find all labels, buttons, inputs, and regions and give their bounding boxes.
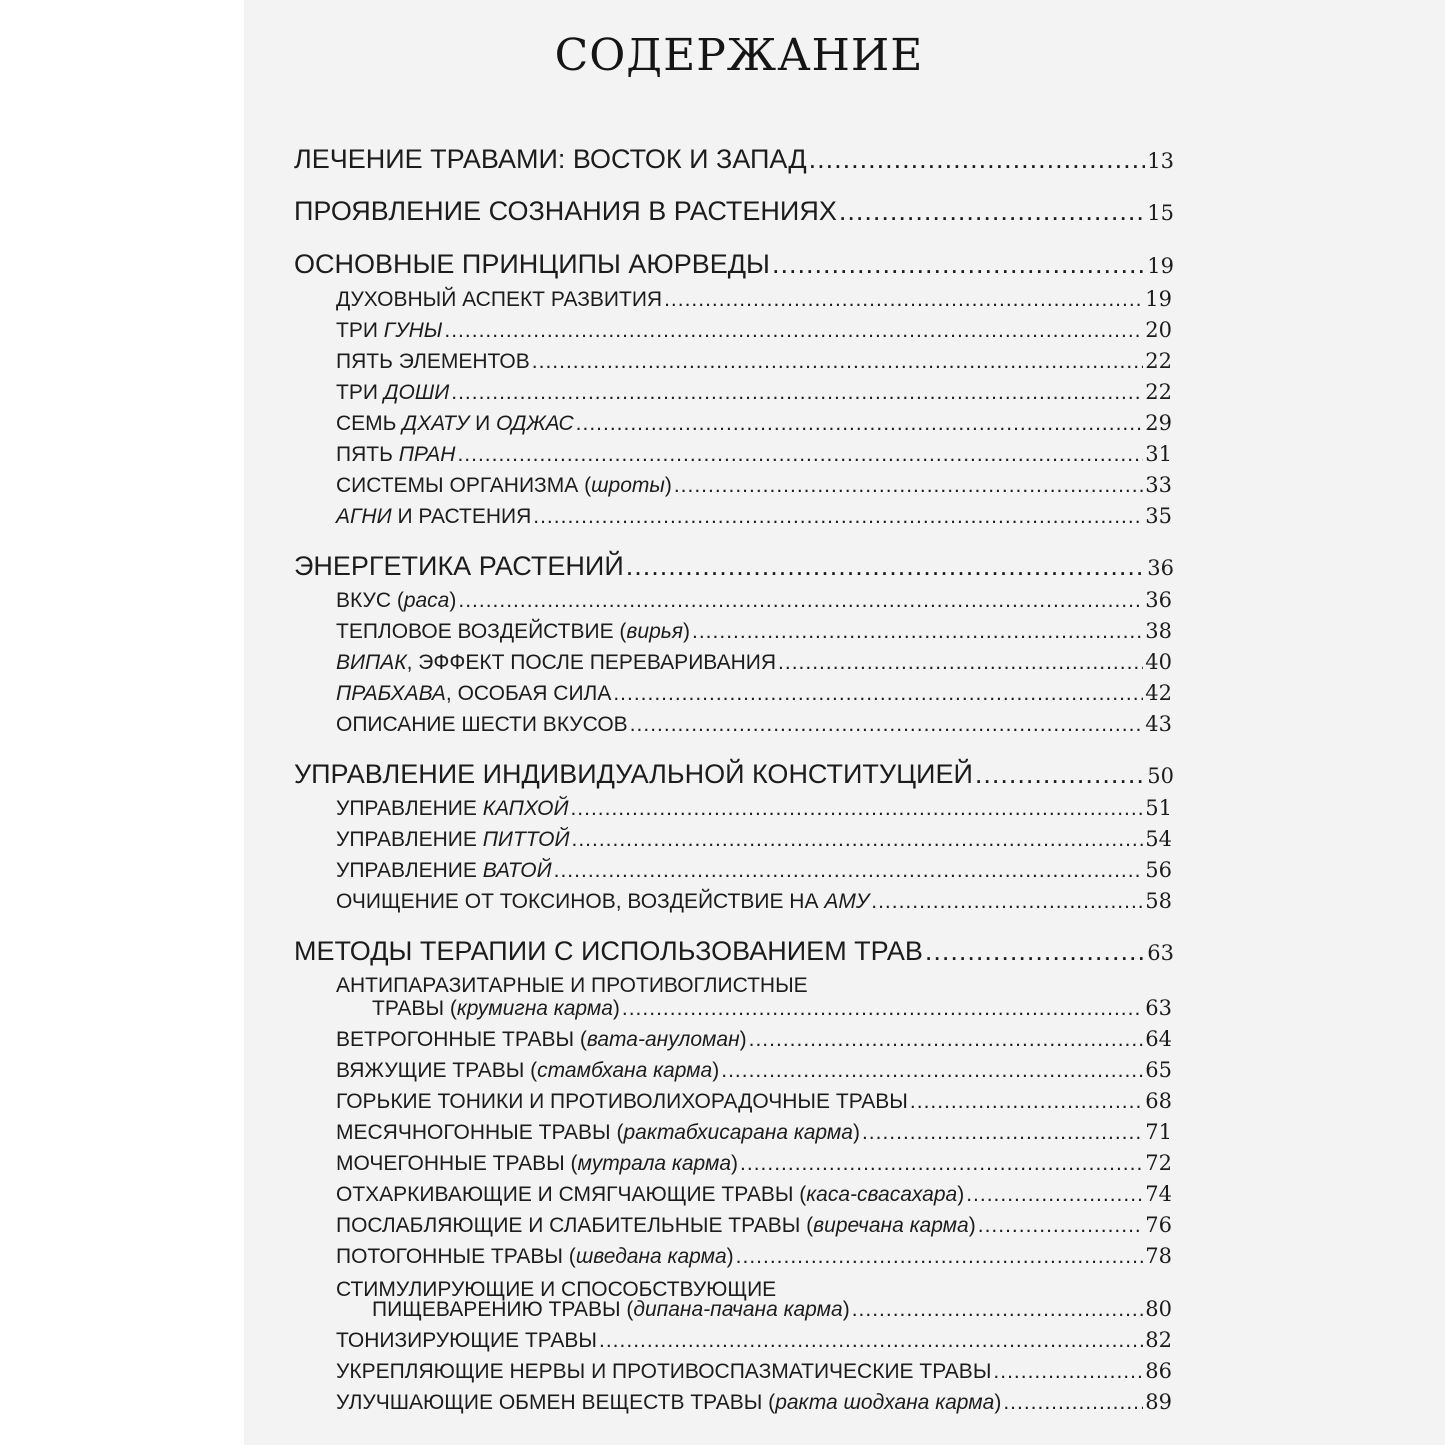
- page-number: 43: [1145, 712, 1172, 736]
- page-number: 42: [1145, 681, 1172, 705]
- toc-subsection: УПРАВЛЕНИЕ ПИТТОЙ ..... 54: [336, 827, 1172, 852]
- toc-section: ЭНЕРГЕТИКА РАСТЕНИЙ ..... 36: [294, 551, 1174, 582]
- toc-subsection: УКРЕПЛЯЮЩИЕ НЕРВЫ И ПРОТИВОСПАЗМАТИЧЕСКИЕ ТРАВЫ ..... 86: [336, 1359, 1172, 1384]
- page-number: 63: [1145, 996, 1172, 1020]
- toc-subsection: ВЕТРОГОННЫЕ ТРАВЫ (вата-ануломан) ..... 64: [336, 1027, 1172, 1052]
- toc-subsection: АГНИ И РАСТЕНИЯ ..... 35: [336, 504, 1172, 529]
- toc-subsection: ПЯТЬ ПРАН ..... 31: [336, 442, 1172, 467]
- page-number: 22: [1145, 380, 1172, 404]
- page-number: 82: [1145, 1328, 1172, 1352]
- toc-subsection-line1: СТИМУЛИРУЮЩИЕ И СПОСОБСТВУЮЩИЕ: [336, 1278, 777, 1301]
- page-number: 29: [1145, 411, 1172, 435]
- toc-subsection: ВЯЖУЩИЕ ТРАВЫ (стамбхана карма) ..... 65: [336, 1058, 1172, 1083]
- toc-subsection: ВИПАК, ЭФФЕКТ ПОСЛЕ ПЕРЕВАРИВАНИЯ ..... 40: [336, 650, 1172, 675]
- page-number: 54: [1145, 827, 1172, 851]
- page-number: 72: [1145, 1151, 1172, 1175]
- toc-subsection: УЛУЧШАЮЩИЕ ОБМЕН ВЕЩЕСТВ ТРАВЫ (ракта шодхана карма) ..... 89: [336, 1390, 1172, 1415]
- toc-subsection: ДУХОВНЫЙ АСПЕКТ РАЗВИТИЯ ..... 19: [336, 287, 1172, 312]
- toc-subsection: ПЯТЬ ЭЛЕМЕНТОВ ..... 22: [336, 349, 1172, 374]
- page-number: 63: [1147, 941, 1174, 965]
- page-number: 65: [1145, 1058, 1172, 1082]
- toc-section: ПРОЯВЛЕНИЕ СОЗНАНИЯ В РАСТЕНИЯХ ..... 15: [294, 196, 1174, 227]
- toc-subsection: СИСТЕМЫ ОРГАНИЗМА (шроты) ..... 33: [336, 473, 1172, 498]
- toc-section: ЛЕЧЕНИЕ ТРАВАМИ: ВОСТОК И ЗАПАД ..... 13: [294, 144, 1174, 175]
- toc-subsection-line1: АНТИПАРАЗИТАРНЫЕ И ПРОТИВОГЛИСТНЫЕ: [336, 974, 808, 997]
- page-number: 76: [1145, 1213, 1172, 1237]
- page-number: 71: [1145, 1120, 1172, 1144]
- toc-subsection: ВКУС (раса) ..... 36: [336, 588, 1172, 613]
- toc-subsection: ТЕПЛОВОЕ ВОЗДЕЙСТВИЕ (вирья) ..... 38: [336, 619, 1172, 644]
- toc-subsection: МЕСЯЧНОГОННЫЕ ТРАВЫ (рактабхисарана карма) ..... 71: [336, 1120, 1172, 1145]
- toc-subsection: ПОТОГОННЫЕ ТРАВЫ (шведана карма) ..... 78: [336, 1244, 1172, 1269]
- toc-subsection: ТОНИЗИРУЮЩИЕ ТРАВЫ ..... 82: [336, 1328, 1172, 1353]
- page-number: 19: [1145, 287, 1172, 311]
- page-number: 56: [1145, 858, 1172, 882]
- page-number: 89: [1145, 1390, 1172, 1414]
- page-number: 35: [1145, 504, 1172, 528]
- page-number: 50: [1147, 764, 1174, 788]
- page-number: 22: [1145, 349, 1172, 373]
- page-number: 38: [1145, 619, 1172, 643]
- toc-subsection: УПРАВЛЕНИЕ ВАТОЙ ..... 56: [336, 858, 1172, 883]
- page-number: 19: [1147, 254, 1174, 278]
- toc-subsection: ПРАБХАВА, ОСОБАЯ СИЛА ..... 42: [336, 681, 1172, 706]
- toc-subsection: МОЧЕГОННЫЕ ТРАВЫ (мутрала карма) ..... 72: [336, 1151, 1172, 1176]
- toc-subsection: СЕМЬ ДХАТУ И ОДЖАС ..... 29: [336, 411, 1172, 436]
- page-number: 40: [1145, 650, 1172, 674]
- page-number: 20: [1145, 318, 1172, 342]
- page-number: 15: [1147, 201, 1174, 225]
- toc-subsection: УПРАВЛЕНИЕ КАПХОЙ ..... 51: [336, 796, 1172, 821]
- page-number: 31: [1145, 442, 1172, 466]
- toc-subsection: ПИЩЕВАРЕНИЮ ТРАВЫ (дипана-пачана карма) ..... 80: [372, 1297, 1172, 1322]
- page-number: 36: [1145, 588, 1172, 612]
- page-number: 64: [1145, 1027, 1172, 1051]
- toc-subsection: ТРАВЫ (крумигна карма) ..... 63: [372, 996, 1172, 1021]
- page-number: 74: [1145, 1182, 1172, 1206]
- page-number: 68: [1145, 1089, 1172, 1113]
- toc-section: УПРАВЛЕНИЕ ИНДИВИДУАЛЬНОЙ КОНСТИТУЦИЕЙ ..... 50: [294, 759, 1174, 790]
- page-title: СОДЕРЖАНИЕ: [554, 30, 924, 81]
- toc-subsection: ОЧИЩЕНИЕ ОТ ТОКСИНОВ, ВОЗДЕЙСТВИЕ НА АМУ ..... 58: [336, 889, 1172, 914]
- toc-subsection: ОТХАРКИВАЮЩИЕ И СМЯГЧАЮЩИЕ ТРАВЫ (каса-свасахара) ..... 74: [336, 1182, 1172, 1207]
- toc-subsection: ТРИ ДОШИ ..... 22: [336, 380, 1172, 405]
- page-number: 58: [1145, 889, 1172, 913]
- toc-subsection: ПОСЛАБЛЯЮЩИЕ И СЛАБИТЕЛЬНЫЕ ТРАВЫ (виречана карма) ..... 76: [336, 1213, 1172, 1238]
- page-number: 86: [1145, 1359, 1172, 1383]
- page-number: 78: [1145, 1244, 1172, 1268]
- toc-subsection: ТРИ ГУНЫ ..... 20: [336, 318, 1172, 343]
- toc-subsection: ГОРЬКИЕ ТОНИКИ И ПРОТИВОЛИХОРАДОЧНЫЕ ТРАВЫ ..... 68: [336, 1089, 1172, 1114]
- toc-section: ОСНОВНЫЕ ПРИНЦИПЫ АЮРВЕДЫ ..... 19: [294, 249, 1174, 280]
- toc-section: МЕТОДЫ ТЕРАПИИ С ИСПОЛЬЗОВАНИЕМ ТРАВ ..... 63: [294, 936, 1174, 967]
- page-number: 80: [1145, 1297, 1172, 1321]
- page-number: 36: [1147, 556, 1174, 580]
- page-number: 33: [1145, 473, 1172, 497]
- page-number: 51: [1145, 796, 1172, 820]
- toc-subsection: ОПИСАНИЕ ШЕСТИ ВКУСОВ ..... 43: [336, 712, 1172, 737]
- page-number: 13: [1147, 149, 1174, 173]
